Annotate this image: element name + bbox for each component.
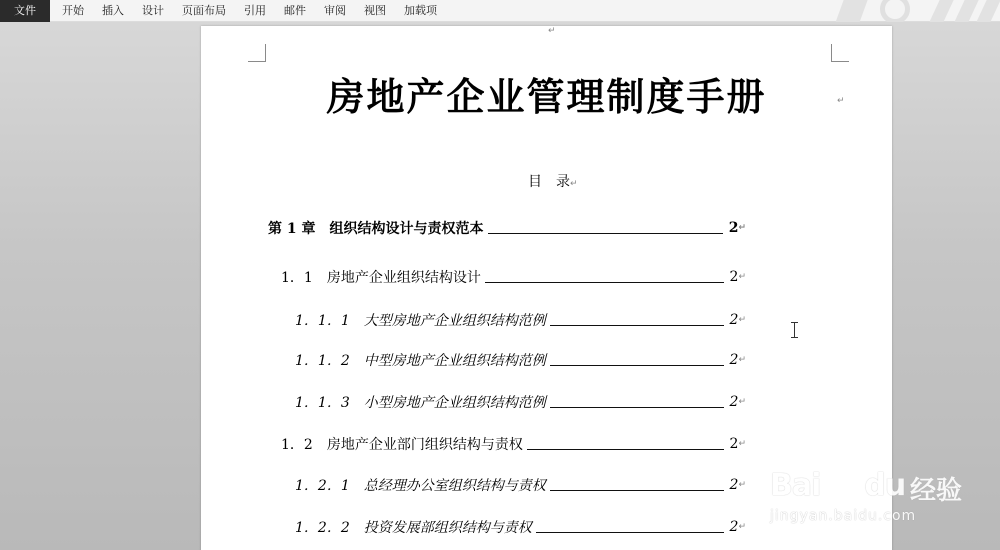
toc-entry-text: 总经理办公室组织结构与责权 [363, 478, 546, 494]
toc-entry-text: 投资发展部组织结构与责权 [363, 520, 532, 536]
toc-entry-1-2-1[interactable]: 1．2．1 总经理办公室组织结构与责权 2 ↵ [295, 477, 746, 494]
watermark-url: jingyan.baidu.com [770, 508, 917, 524]
toc-leader [550, 396, 724, 408]
tab-file[interactable]: 文件 [0, 0, 50, 22]
toc-entry-text: 组织结构设计与责权范本 [329, 221, 484, 237]
paragraph-mark: ↵ [548, 26, 556, 36]
margin-corner-top-right [831, 44, 849, 62]
toc-page-number: 2 [729, 477, 739, 493]
tab-mailings[interactable]: 邮件 [284, 3, 306, 17]
toc-entry-text: 中型房地产企业组织结构范例 [363, 353, 546, 369]
toc-leader [536, 521, 724, 533]
tab-insert[interactable]: 插入 [102, 3, 124, 17]
toc-entry-1-1[interactable]: 1．1 房地产企业组织结构设计 2 ↵ [281, 269, 746, 286]
baidu-jingyan-watermark [770, 440, 990, 530]
toc-entry-1-1-2[interactable]: 1．1．2 中型房地产企业组织结构范例 2 ↵ [295, 352, 746, 369]
toc-entry-text: 大型房地产企业组织结构范例 [363, 313, 546, 329]
text-cursor-icon [790, 322, 800, 338]
toc-entry-1-1-1[interactable]: 1．1．1 大型房地产企业组织结构范例 2 ↵ [295, 312, 746, 329]
toc-page-number: 2 [729, 312, 739, 328]
ribbon-background-decoration [720, 0, 1000, 22]
tab-references[interactable]: 引用 [244, 3, 266, 17]
toc-leader [550, 354, 724, 366]
tab-review[interactable]: 审阅 [324, 3, 346, 17]
toc-entry-text: 小型房地产企业组织结构范例 [363, 395, 546, 411]
toc-entry-text: 房地产企业组织结构设计 [326, 270, 481, 286]
tab-add-ins[interactable]: 加载项 [404, 3, 437, 17]
toc-entry-chapter-1[interactable]: 第 1 章 组织结构设计与责权范本 2 ↵ [268, 220, 746, 237]
toc-leader [550, 479, 724, 491]
watermark-cn: 经验 [910, 476, 963, 506]
toc-page-number: 2 [729, 269, 739, 285]
toc-leader [485, 271, 724, 283]
toc-entry-text: 房地产企业部门组织结构与责权 [326, 437, 523, 453]
toc-page-number: 2 [729, 519, 739, 535]
toc-page-number: 2 [728, 220, 739, 236]
document-title: 房地产企业管理制度手册 [326, 74, 767, 119]
toc-leader [527, 438, 724, 450]
toc-page-number: 2 [729, 352, 739, 368]
paragraph-mark: ↵ [837, 96, 845, 106]
tab-view[interactable]: 视图 [364, 3, 386, 17]
ribbon-tab-bar [0, 0, 1000, 22]
tab-page-layout[interactable]: 页面布局 [182, 3, 226, 17]
tab-home[interactable]: 开始 [62, 3, 84, 17]
toc-page-number: 2 [729, 394, 739, 410]
toc-entry-1-1-3[interactable]: 1．1．3 小型房地产企业组织结构范例 2 ↵ [295, 394, 746, 411]
toc-entry-1-2-2[interactable]: 1．2．2 投资发展部组织结构与责权 2 ↵ [295, 519, 746, 536]
toc-leader [488, 222, 723, 234]
toc-leader [550, 314, 724, 326]
toc-page-number: 2 [729, 436, 739, 452]
toc-entry-1-2[interactable]: 1．2 房地产企业部门组织结构与责权 2 ↵ [281, 436, 746, 453]
watermark-brand: Bai du [770, 468, 906, 503]
margin-corner-top-left [248, 44, 266, 62]
toc-heading: 目 录↵ [528, 174, 578, 190]
tab-design[interactable]: 设计 [142, 3, 164, 17]
